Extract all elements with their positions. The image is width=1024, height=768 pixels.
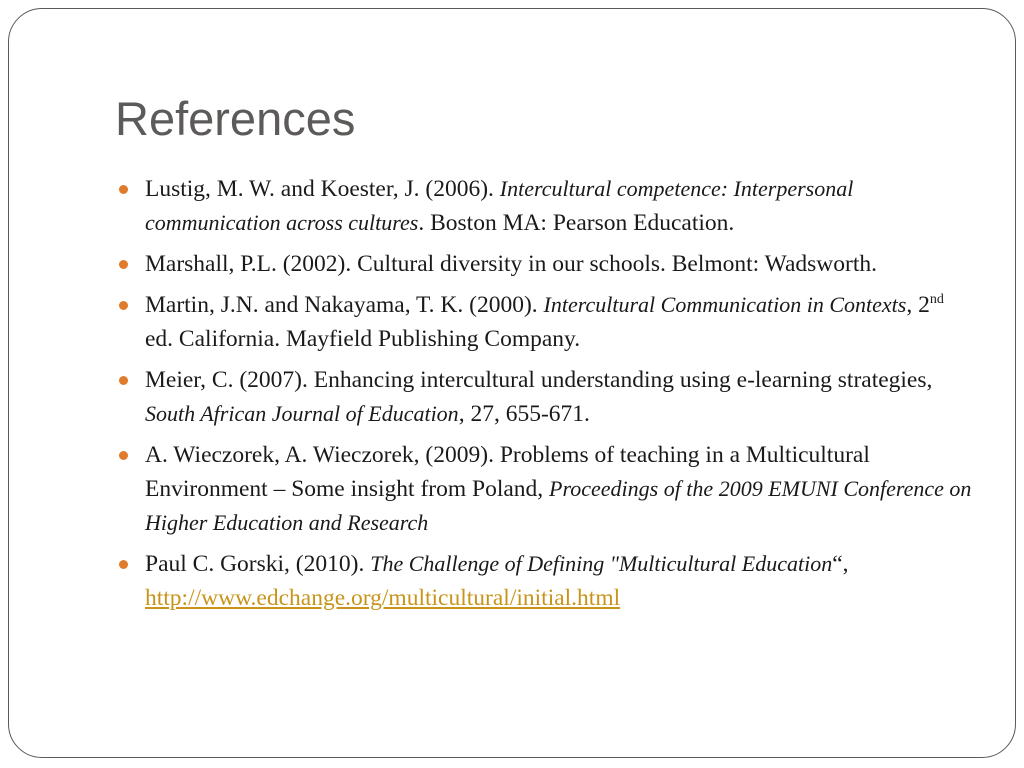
reference-authors: Paul C. Gorski, (2010). bbox=[145, 551, 371, 577]
bullet-icon bbox=[119, 185, 128, 194]
reference-item-meier bbox=[115, 363, 977, 431]
bullet-icon bbox=[119, 560, 128, 569]
reference-item-martin bbox=[115, 288, 977, 356]
reference-text: Marshall, P.L. (2002). Cultural diversity in our schools. Belmont: Wadsworth. bbox=[145, 251, 877, 277]
reference-journal: South African Journal of Education bbox=[145, 401, 459, 426]
bullet-icon bbox=[119, 376, 128, 385]
slide-title: References bbox=[115, 92, 356, 145]
reference-title: The Challenge of Defining "Multicultural Education bbox=[370, 551, 833, 576]
reference-authors: Martin, J.N. and Nakayama, T. K. (2000). bbox=[145, 292, 544, 318]
reference-item-wieczorek bbox=[115, 438, 977, 540]
reference-edition: , 2 bbox=[906, 292, 930, 318]
reference-proceedings: Proceedings of the 2009 EMUNI Conference on Higher Education and Research bbox=[145, 476, 972, 535]
slide bbox=[8, 8, 1016, 758]
reference-item-gorski bbox=[115, 547, 977, 615]
bullet-icon bbox=[119, 260, 128, 269]
bullet-icon bbox=[119, 301, 128, 310]
reference-publisher: ed. California. Mayfield Publishing Company. bbox=[145, 326, 581, 352]
reference-link[interactable]: http://www.edchange.org/multicultural/initial.html bbox=[145, 585, 621, 611]
reference-separator: “, bbox=[832, 551, 849, 577]
bullet-icon bbox=[119, 451, 128, 460]
reference-item-marshall bbox=[115, 247, 977, 281]
reference-edition-superscript: nd bbox=[929, 292, 944, 307]
reference-title: Intercultural competence: Interpersonal communication across cultures bbox=[145, 176, 854, 235]
reference-item-lustig bbox=[115, 172, 977, 240]
reference-authors: Meier, C. (2007). Enhancing intercultural understanding using e-learning strategies, bbox=[145, 367, 933, 393]
reference-publisher: . Boston MA: Pearson Education. bbox=[418, 210, 735, 236]
reference-list bbox=[115, 172, 977, 622]
reference-authors: A. Wieczorek, A. Wieczorek, (2009). Problems of teaching in a Multicultural Environment – Some insight from Poland, bbox=[145, 442, 870, 502]
reference-title: Intercultural Communication in Contexts bbox=[543, 292, 907, 317]
reference-volume-pages: , 27, 655-671. bbox=[458, 401, 590, 427]
reference-authors: Lustig, M. W. and Koester, J. (2006). bbox=[145, 176, 500, 202]
